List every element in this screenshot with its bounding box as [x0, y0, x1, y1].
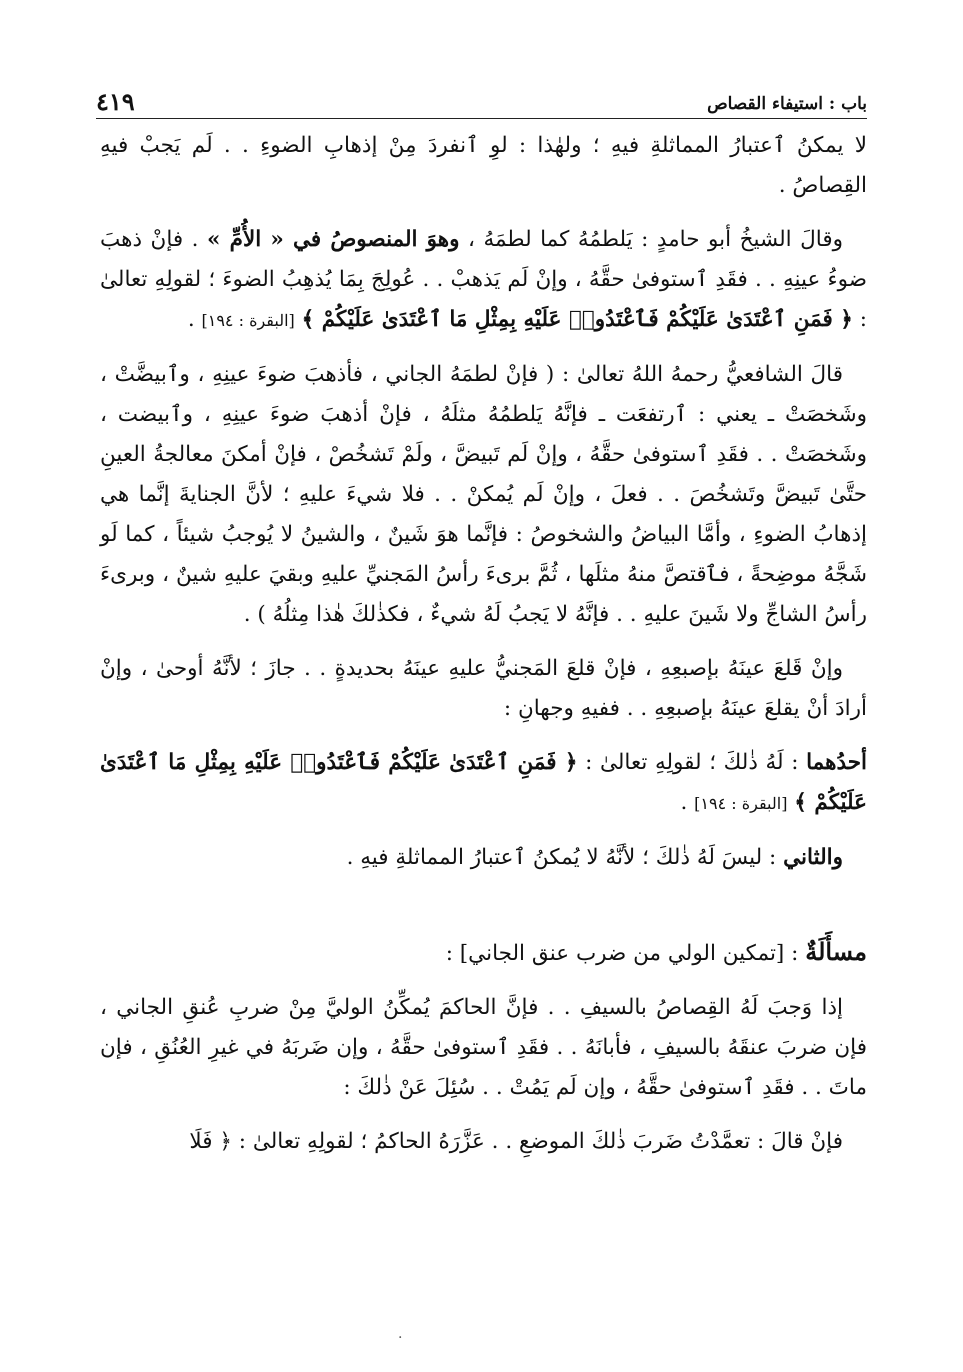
section-label: مسأَلَةٌ — [805, 937, 867, 966]
quran-verse: ﴿ فَمَنِ ٱعْتَدَىٰ عَلَيْكُمْ فَٱعْتَدُوا۟ عَلَيْهِ بِمِثْلِ مَا ٱعْتَدَىٰ عَلَيْكُمْ ﴾ — [100, 750, 867, 815]
verse-reference: [البقرة : ١٩٤] — [201, 311, 295, 330]
quran-verse: ﴿ فَمَنِ ٱعْتَدَىٰ عَلَيْكُمْ فَٱعْتَدُوا۟ عَلَيْهِ بِمِثْلِ مَا ٱعْتَدَىٰ عَلَيْكُمْ ﴾ — [301, 307, 853, 332]
page-number: ٤١٩ — [96, 87, 135, 116]
paragraph-8: فإنْ قالَ : تعمَّدْتُ ضَربَ ذٰلكَ الموضعِ . . عَزَّرَهُ الحاكمُ ؛ لقولِهِ تعالىٰ : ﴿ فَلَا — [189, 1129, 843, 1154]
chapter-title: باب : استيفاء القصاص — [707, 94, 867, 114]
page-body — [100, 126, 867, 1176]
paragraph-4: وإنْ قَلعَ عينَهُ بإصبعِهِ ، فإنْ قلعَ المَجنيُّ عليهِ عينَهُ بحديدةٍ . . جازَ ؛ لأنَّهُ أوحىٰ ، وإنْ أرادَ أنْ يقلعَ عينَهُ بإصبعِهِ . . ففيهِ وجهانِ : — [100, 656, 867, 721]
paragraph-label: والثاني — [783, 845, 843, 870]
paragraph-label: أحدُهما — [806, 750, 867, 775]
verse-reference: [البقرة : ١٩٤] — [694, 794, 788, 813]
section-heading — [100, 932, 867, 974]
paragraph-3: قالَ الشافعيُّ رحمهُ اللهُ تعالىٰ : ( فإنْ لطمَهُ الجاني ، فأذهبَ ضوءَ عينِهِ ، وٱبيضَّتْ ، وشَخصَتْ ـ يعني : ٱرتفعَت ـ فإنَّهُ يَلطمُهُ مثلَهُ ، فإنْ أذهبَ ضوءَ عينِهِ ، وٱبيضت ، وشَخصَتْ . . فقَدِ ٱستوفىٰ حقَّهُ ، وإنْ لَم تَبيضَّ ، ولَمْ تَشخُصْ ، فإنْ أمكنَ معالجةُ العينِ حتَّىٰ تَبيضَّ وتَشخُصَ . . فعلَ ، وإنْ لَم يُمكنْ . . فلا شيءَ عليهِ ؛ لأنَّ الجنايةَ إنَّما هي إذهابُ الضوءِ ، وأمَّا البياضُ والشخوصُ : فإنَّما هوَ شَينٌ ، والشينُ لا يُوجبُ شيئاً ، كما لَو شَجَّهُ موضِحةً ، فٱقتصَّ منهُ مثلَها ، ثُمَّ برىءَ رأسُ المَجنيِّ عليهِ وبقيَ عليهِ شينٌ ، وبرىءَ رأسُ الشاجِّ ولا شَينَ عليهِ . . فإنَّهُ لا يَجبُ لَهُ شيءٌ ، فكذٰلكَ هٰذا مِثلُهُ ) . — [100, 362, 867, 627]
paragraph-2: وقالَ الشيخُ أبو حامدٍ : يَلطمُهُ كما لطمَهُ ، وهوَ المنصوصُ في « الأُمِّ » . فإنْ ذهبَ ضوءُ عينِهِ . . فقَدِ ٱستوفىٰ حقَّهُ ، وإنْ لَم يَذهبْ . . عُولِجَ بِمَا يُذهِبُ الضوءَ ؛ لقولِهِ تعالىٰ : ﴿ فَمَنِ ٱعْتَدَىٰ عَلَيْكُمْ فَٱعْتَدُوا۟ عَلَيْهِ بِمِثْلِ مَا ٱعْتَدَىٰ عَلَيْكُمْ ﴾ [البقرة : ١٩٤] . — [100, 227, 867, 332]
paragraph-1: لا يمكنُ ٱعتبارُ المماثلةِ فيهِ ؛ ولهٰذا : لوِ ٱنفردَ مِنْ إذهابِ الضوءِ . . لَم يَجبْ فيهِ القِصاصُ . — [100, 133, 867, 198]
bold-phrase: وهوَ المنصوصُ في « الأُمِّ » — [207, 227, 460, 252]
paragraph-7: إذا وَجبَ لَهُ القِصاصُ بالسيفِ . . فإنَّ الحاكمَ يُمكِّنُ الوليَّ مِنْ ضربِ عُنقِ الجاني ، فإن ضربَ عنقَهُ بالسيفِ ، فأبانَهُ . . فقَدِ ٱستوفىٰ حقَّهُ ، وإن ضَربَهُ في غيرِ العُنُقِ ، فإن ماتَ . . فقَدِ ٱستوفىٰ حقَّهُ ، وإن لَم يَمُتْ . . سُئِلَ عَنْ ذٰلكَ : — [100, 995, 867, 1100]
paragraph-6: والثاني : ليسَ لَهُ ذٰلكَ ؛ لأنَّهُ لا يُمكنُ ٱعتبارُ المماثلةِ فيهِ . — [346, 845, 843, 870]
section-title: : [تمكين الولي من ضرب عنق الجاني] : — [445, 941, 806, 966]
paragraph-5: أحدُهما : لَهُ ذٰلكَ ؛ لقولِهِ تعالىٰ : ﴿ فَمَنِ ٱعْتَدَىٰ عَلَيْكُمْ فَٱعْتَدُوا۟ عَلَيْهِ بِمِثْلِ مَا ٱعْتَدَىٰ عَلَيْكُمْ ﴾ [البقرة : ١٩٤] . — [100, 750, 867, 815]
footer-mark: . — [398, 1326, 403, 1342]
page-header — [96, 82, 867, 119]
